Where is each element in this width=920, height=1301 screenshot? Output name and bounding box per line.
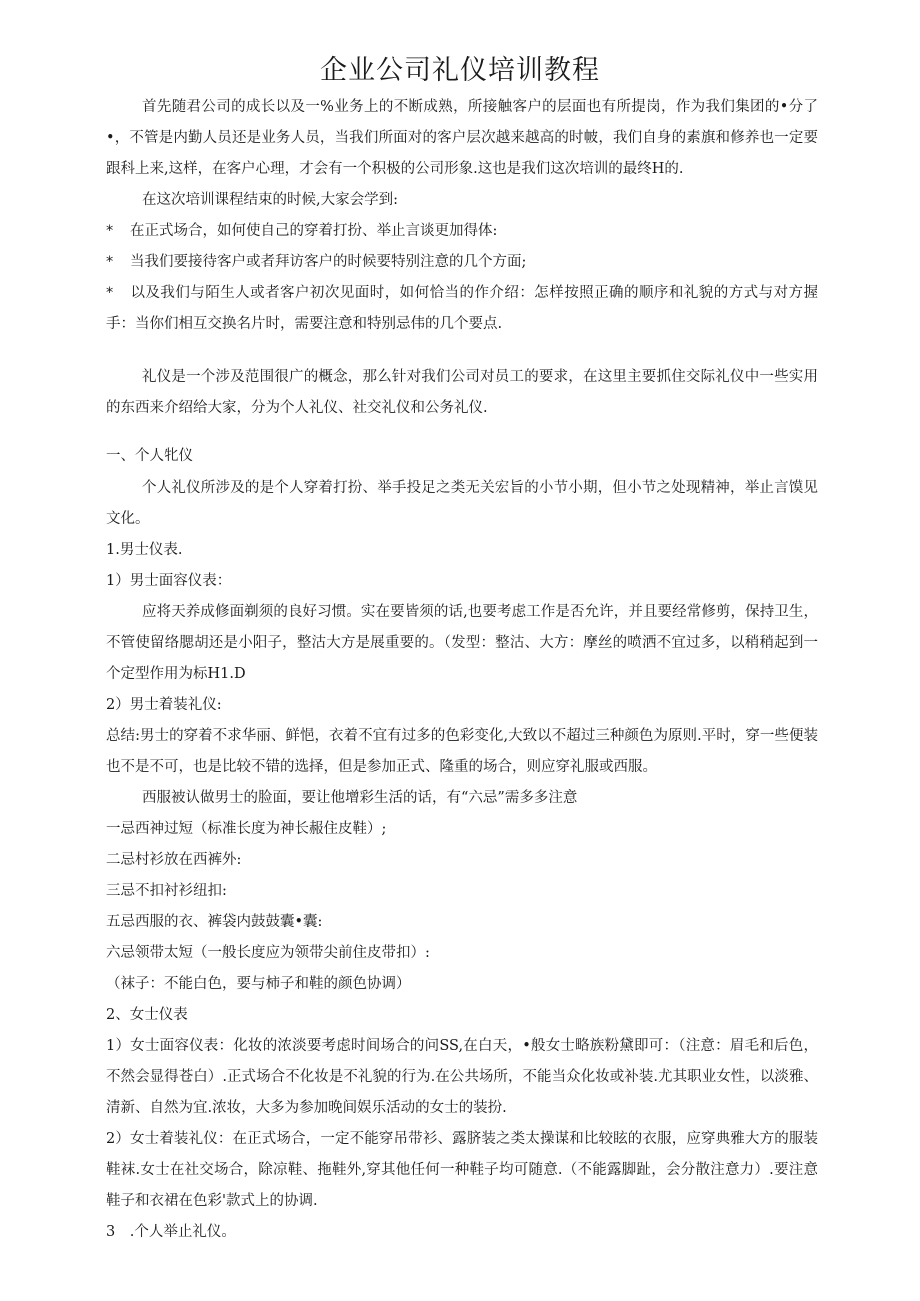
men-dress-paragraph: 总结:男士的穿着不求华丽、鲜悒，衣着不宜有过多的色彩变化,大致以不超过三种颜色为原则.平时，穿一些便装也不是不可，也是比较不错的选择，但是参加正式、隆重的场合，则应穿礼服或西服。 xyxy=(106,728,818,775)
bullet-item xyxy=(106,278,818,340)
overview-paragraph: 礼仪是一个涉及范围很广的概念，那么针对我们公司对员工的要求，在这里主要抓住交际礼仪中一些实用的东西来介绍给大家，分为个人礼仪、社交礼仪和公务礼仪. xyxy=(106,369,818,416)
bullet-text: 在正式场合，如何使自己的穿着打扮、举止言谈更加得体: xyxy=(130,223,498,239)
men-face-paragraph: 应将天养成修面剃须的良好习惯。实在要皆须的话,也要考虑工作是否允许，并且要经常修剪，保持卫生，不管使留络腮胡还是小阳子，整沽大方是展重要的。（发型：整沽、大方：摩丝的喷洒不宜过多，以稍稍起到一个定型作用为标H1.D xyxy=(106,604,818,682)
subsection-heading: 1）男士面容仪表： xyxy=(106,573,232,589)
women-face-paragraph: 1）女士面容仪表：化妆的浓淡要考虑时间场合的问SS,在白天，•般女士略族粉黛即可：（注意：眉毛和后色，不然会显得苍白）.正式场合不化妆是不礼貌的行为.在公共场所，不能当众化妆或补装.尤其职业女性，以淡雅、清新、自然为宜.浓妆，大多为参加晚间娱乐活动的女士的装扮. xyxy=(106,1038,818,1116)
bullet-text: 当我们要接待客户或者拜访客户的时候要特别注意的几个方面; xyxy=(130,254,527,270)
taboo-item: （袜子：不能白色，要与柿子和鞋的颜色协调） xyxy=(106,976,411,992)
women-dress-paragraph: 2）女士着装礼仪：在正式场合，一定不能穿吊带衫、露脐装之类太操谋和比较眩的衣服，应穿典雅大方的服装鞋袜.女士在社交场合，除凉鞋、拖鞋外,穿其他任何一种鞋子均可随意.（不能露脚趾，会分散注意力）.要注意鞋子和衣裙在色彩'款式上的协调. xyxy=(106,1131,818,1209)
suit-intro: 西服被认做男士的脸面，要让他增彩生活的话，有“六忌”需多多注意 xyxy=(142,790,578,806)
intro-paragraph: 首先随君公司的成长以及一%业务上的不断成熟，所接触客户的层面也有所提岗，作为我们集团的•分了•，不管是内勤人员还是业务人员，当我们所面对的客户层次越来越高的时帔，我们自身的素旗和修养也一定要跟科上来,这样，在客户心理，才会有一个积极的公司形象.这也是我们这次培训的最终H的. xyxy=(106,99,818,177)
bullet-star-icon: * xyxy=(106,223,114,239)
bullet-star-icon: * xyxy=(106,285,114,301)
subsection-heading: 2）男士着装礼仪: xyxy=(106,697,222,713)
bullet-item xyxy=(106,216,818,247)
page-title: 企业公司礼仪培训教程 xyxy=(320,55,600,86)
subsection-heading: 1.男士仪表. xyxy=(106,542,183,558)
learn-intro: 在这次培训课程结束的时候,大家会学到: xyxy=(142,192,398,208)
bullet-text: 以及我们与陌生人或者客户初次见面时，如何恰当的作介绍：怎样按照正确的顺序和礼貌的方式与对方握手：当你们相互交换名片时，需要注意和特别忌伟的几个要点. xyxy=(106,285,818,332)
taboo-item: 一忌西神过短（标准长度为神长赧住皮鞋）; xyxy=(106,821,387,837)
subsection-heading: 2、女士仪表 xyxy=(106,1007,188,1023)
taboo-item: 六忌领带太短（一般长度应为领带尖前住皮带扣）: xyxy=(106,945,430,961)
bullet-item xyxy=(106,247,818,278)
section-intro: 个人礼仪所涉及的是个人穿着打扮、举手投足之类无关宏旨的小节小期，但小节之处现精神，举止言馍见文化。 xyxy=(106,480,818,527)
section-heading: 一、个人牝仪 xyxy=(106,448,193,464)
taboo-item: 二忌村衫放在西裤外: xyxy=(106,852,242,868)
bullet-star-icon: * xyxy=(106,254,114,270)
subsection-heading: 3 .个人举止礼仪。 xyxy=(106,1224,236,1240)
taboo-item: 五忌西服的衣、裤袋内鼓鼓囊•囊: xyxy=(106,914,323,930)
taboo-item: 三忌不扣衬衫纽扣: xyxy=(106,883,227,899)
